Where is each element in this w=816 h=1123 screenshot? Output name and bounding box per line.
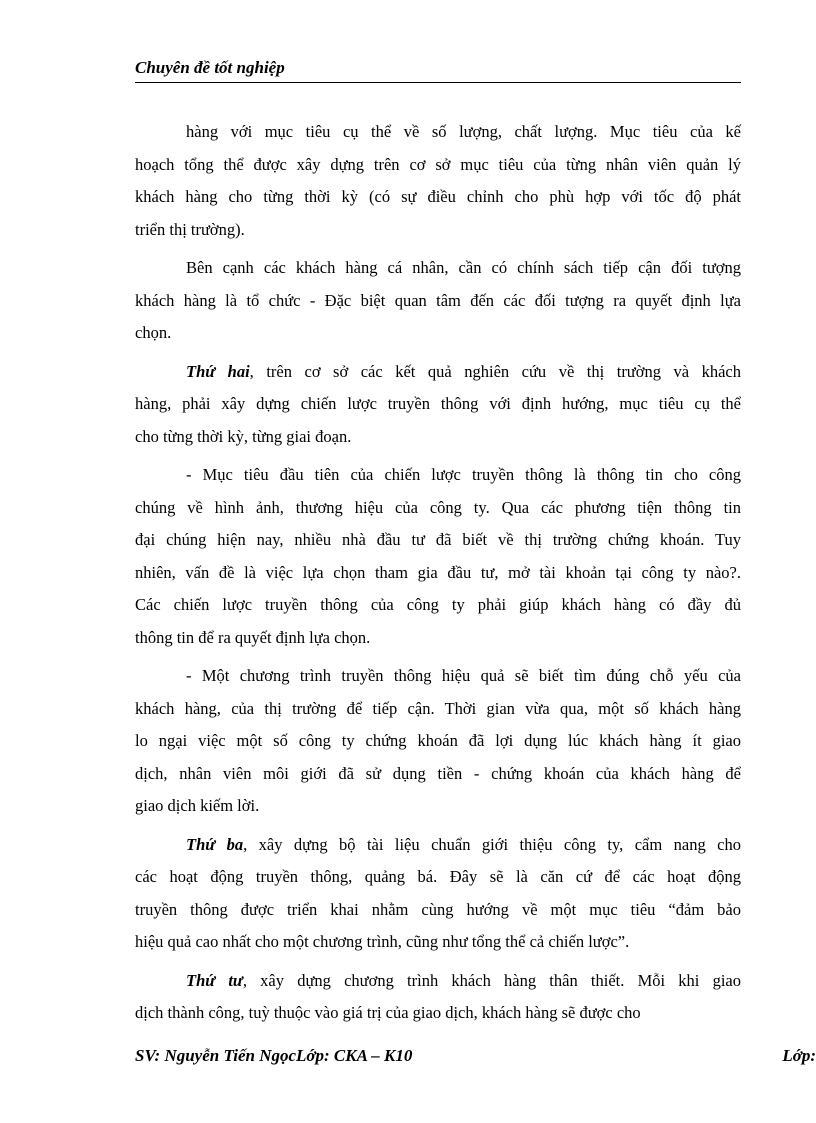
paragraph-line <box>135 285 741 318</box>
line-text: truyền thông được triển khai nhằm cùng hướng về một mục tiêu “đảm bảo <box>135 899 741 919</box>
paragraph <box>135 356 741 454</box>
line-text: , xây dựng bộ tài liệu chuẩn giới thiệu công ty, cẩm nang cho <box>243 834 741 854</box>
paragraph <box>135 965 741 1030</box>
paragraph-line <box>135 693 741 726</box>
paragraph <box>135 660 741 823</box>
line-text: chúng về hình ảnh, thương hiệu của công ty. Qua các phương tiện thông tin <box>135 497 741 517</box>
paragraph-line <box>135 790 741 823</box>
line-text: nhiên, vấn đề là việc lựa chọn tham gia đầu tư, mở tài khoản tại công ty nào?. <box>135 562 741 582</box>
paragraph-line <box>135 758 741 791</box>
line-text: giao dịch kiếm lời. <box>135 796 260 815</box>
line-text: hoạch tổng thể được xây dựng trên cơ sở mục tiêu của từng nhân viên quản lý <box>135 154 741 174</box>
line-text: khách hàng cho từng thời kỳ (có sự điều chỉnh cho phù hợp với tốc độ phát <box>135 187 741 206</box>
paragraph-line <box>135 829 741 862</box>
line-text: Bên cạnh các khách hàng cá nhân, cần có chính sách tiếp cận đối tượng <box>186 258 741 277</box>
line-text: khách hàng, của thị trường để tiếp cận. Thời gian vừa qua, một số khách hàng <box>135 698 741 718</box>
paragraph <box>135 116 741 246</box>
paragraph-line <box>135 214 741 247</box>
document-body <box>135 116 741 1036</box>
paragraph-line <box>135 492 741 525</box>
line-text: , trên cơ sở các kết quả nghiên cứu về thị trường và khách <box>249 361 741 381</box>
paragraph-line <box>135 181 741 214</box>
header-title: Chuyên đề tốt nghiệp <box>135 58 285 77</box>
paragraph-line <box>135 861 741 894</box>
page-header <box>135 58 741 83</box>
paragraph-line <box>135 421 741 454</box>
line-text: triển thị trường). <box>135 219 245 239</box>
line-text: dịch thành công, tuỳ thuộc vào giá trị của giao dịch, khách hàng sẽ được cho <box>135 1003 641 1022</box>
paragraph-line <box>135 149 741 182</box>
line-text: đại chúng hiện nay, nhiều nhà đầu tư đã biết về thị trường chứng khoán. Tuy <box>135 530 741 549</box>
paragraph <box>135 459 741 654</box>
page-footer <box>135 1046 816 1070</box>
paragraph-line <box>135 589 741 622</box>
paragraph-lead: Thứ hai <box>186 361 250 381</box>
line-text: cho từng thời kỳ, từng giai đoạn. <box>135 426 352 446</box>
line-text: Các chiến lược truyền thông của công ty phải giúp khách hàng có đầy đủ <box>135 595 741 614</box>
line-text: lo ngại việc một số công ty chứng khoán đã lợi dụng lúc khách hàng ít giao <box>135 731 741 750</box>
paragraph <box>135 829 741 959</box>
line-text: dịch, nhân viên môi giới đã sử dụng tiền - chứng khoán của khách hàng để <box>135 763 741 783</box>
paragraph-line <box>135 116 741 149</box>
paragraph-line <box>135 557 741 590</box>
paragraph-line <box>135 524 741 557</box>
paragraph-lead: Thứ tư <box>186 970 243 990</box>
line-text: khách hàng là tổ chức - Đặc biệt quan tâm đến các đối tượng ra quyết định lựa <box>135 290 741 310</box>
footer-class-label: Lớp: <box>782 1046 816 1065</box>
paragraph-line <box>135 997 741 1030</box>
paragraph-lead: Thứ ba <box>186 834 244 854</box>
paragraph <box>135 252 741 350</box>
paragraph-line <box>135 622 741 655</box>
line-text: - Một chương trình truyền thông hiệu quả sẽ biết tìm đúng chỗ yếu của <box>186 666 741 685</box>
paragraph-line <box>135 965 741 998</box>
paragraph-line <box>135 356 741 389</box>
line-text: thông tin để ra quyết định lựa chọn. <box>135 627 371 647</box>
line-text: hàng, phải xây dựng chiến lược truyền thông với định hướng, mục tiêu cụ thể <box>135 394 741 413</box>
paragraph-line <box>135 388 741 421</box>
line-text: hiệu quả cao nhất cho một chương trình, cũng như tổng thể cả chiến lược”. <box>135 932 630 951</box>
line-text: - Mục tiêu đầu tiên của chiến lược truyền thông là thông tin cho công <box>186 465 741 484</box>
paragraph-line <box>135 459 741 492</box>
paragraph-line <box>135 894 741 927</box>
paragraph-line <box>135 926 741 959</box>
line-text: , xây dựng chương trình khách hàng thân thiết. Mỗi khi giao <box>242 970 741 990</box>
line-text: hàng với mục tiêu cụ thể về số lượng, chất lượng. Mục tiêu của kế <box>186 122 741 141</box>
footer-student-info: SV: Nguyễn Tiến NgọcLớp: CKA – K10 <box>135 1046 413 1065</box>
paragraph-line <box>135 660 741 693</box>
paragraph-line <box>135 725 741 758</box>
paragraph-line <box>135 252 741 285</box>
line-text: các hoạt động truyền thông, quảng bá. Đây sẽ là căn cứ để các hoạt động <box>135 867 741 886</box>
line-text: chọn. <box>135 323 172 342</box>
paragraph-line <box>135 317 741 350</box>
